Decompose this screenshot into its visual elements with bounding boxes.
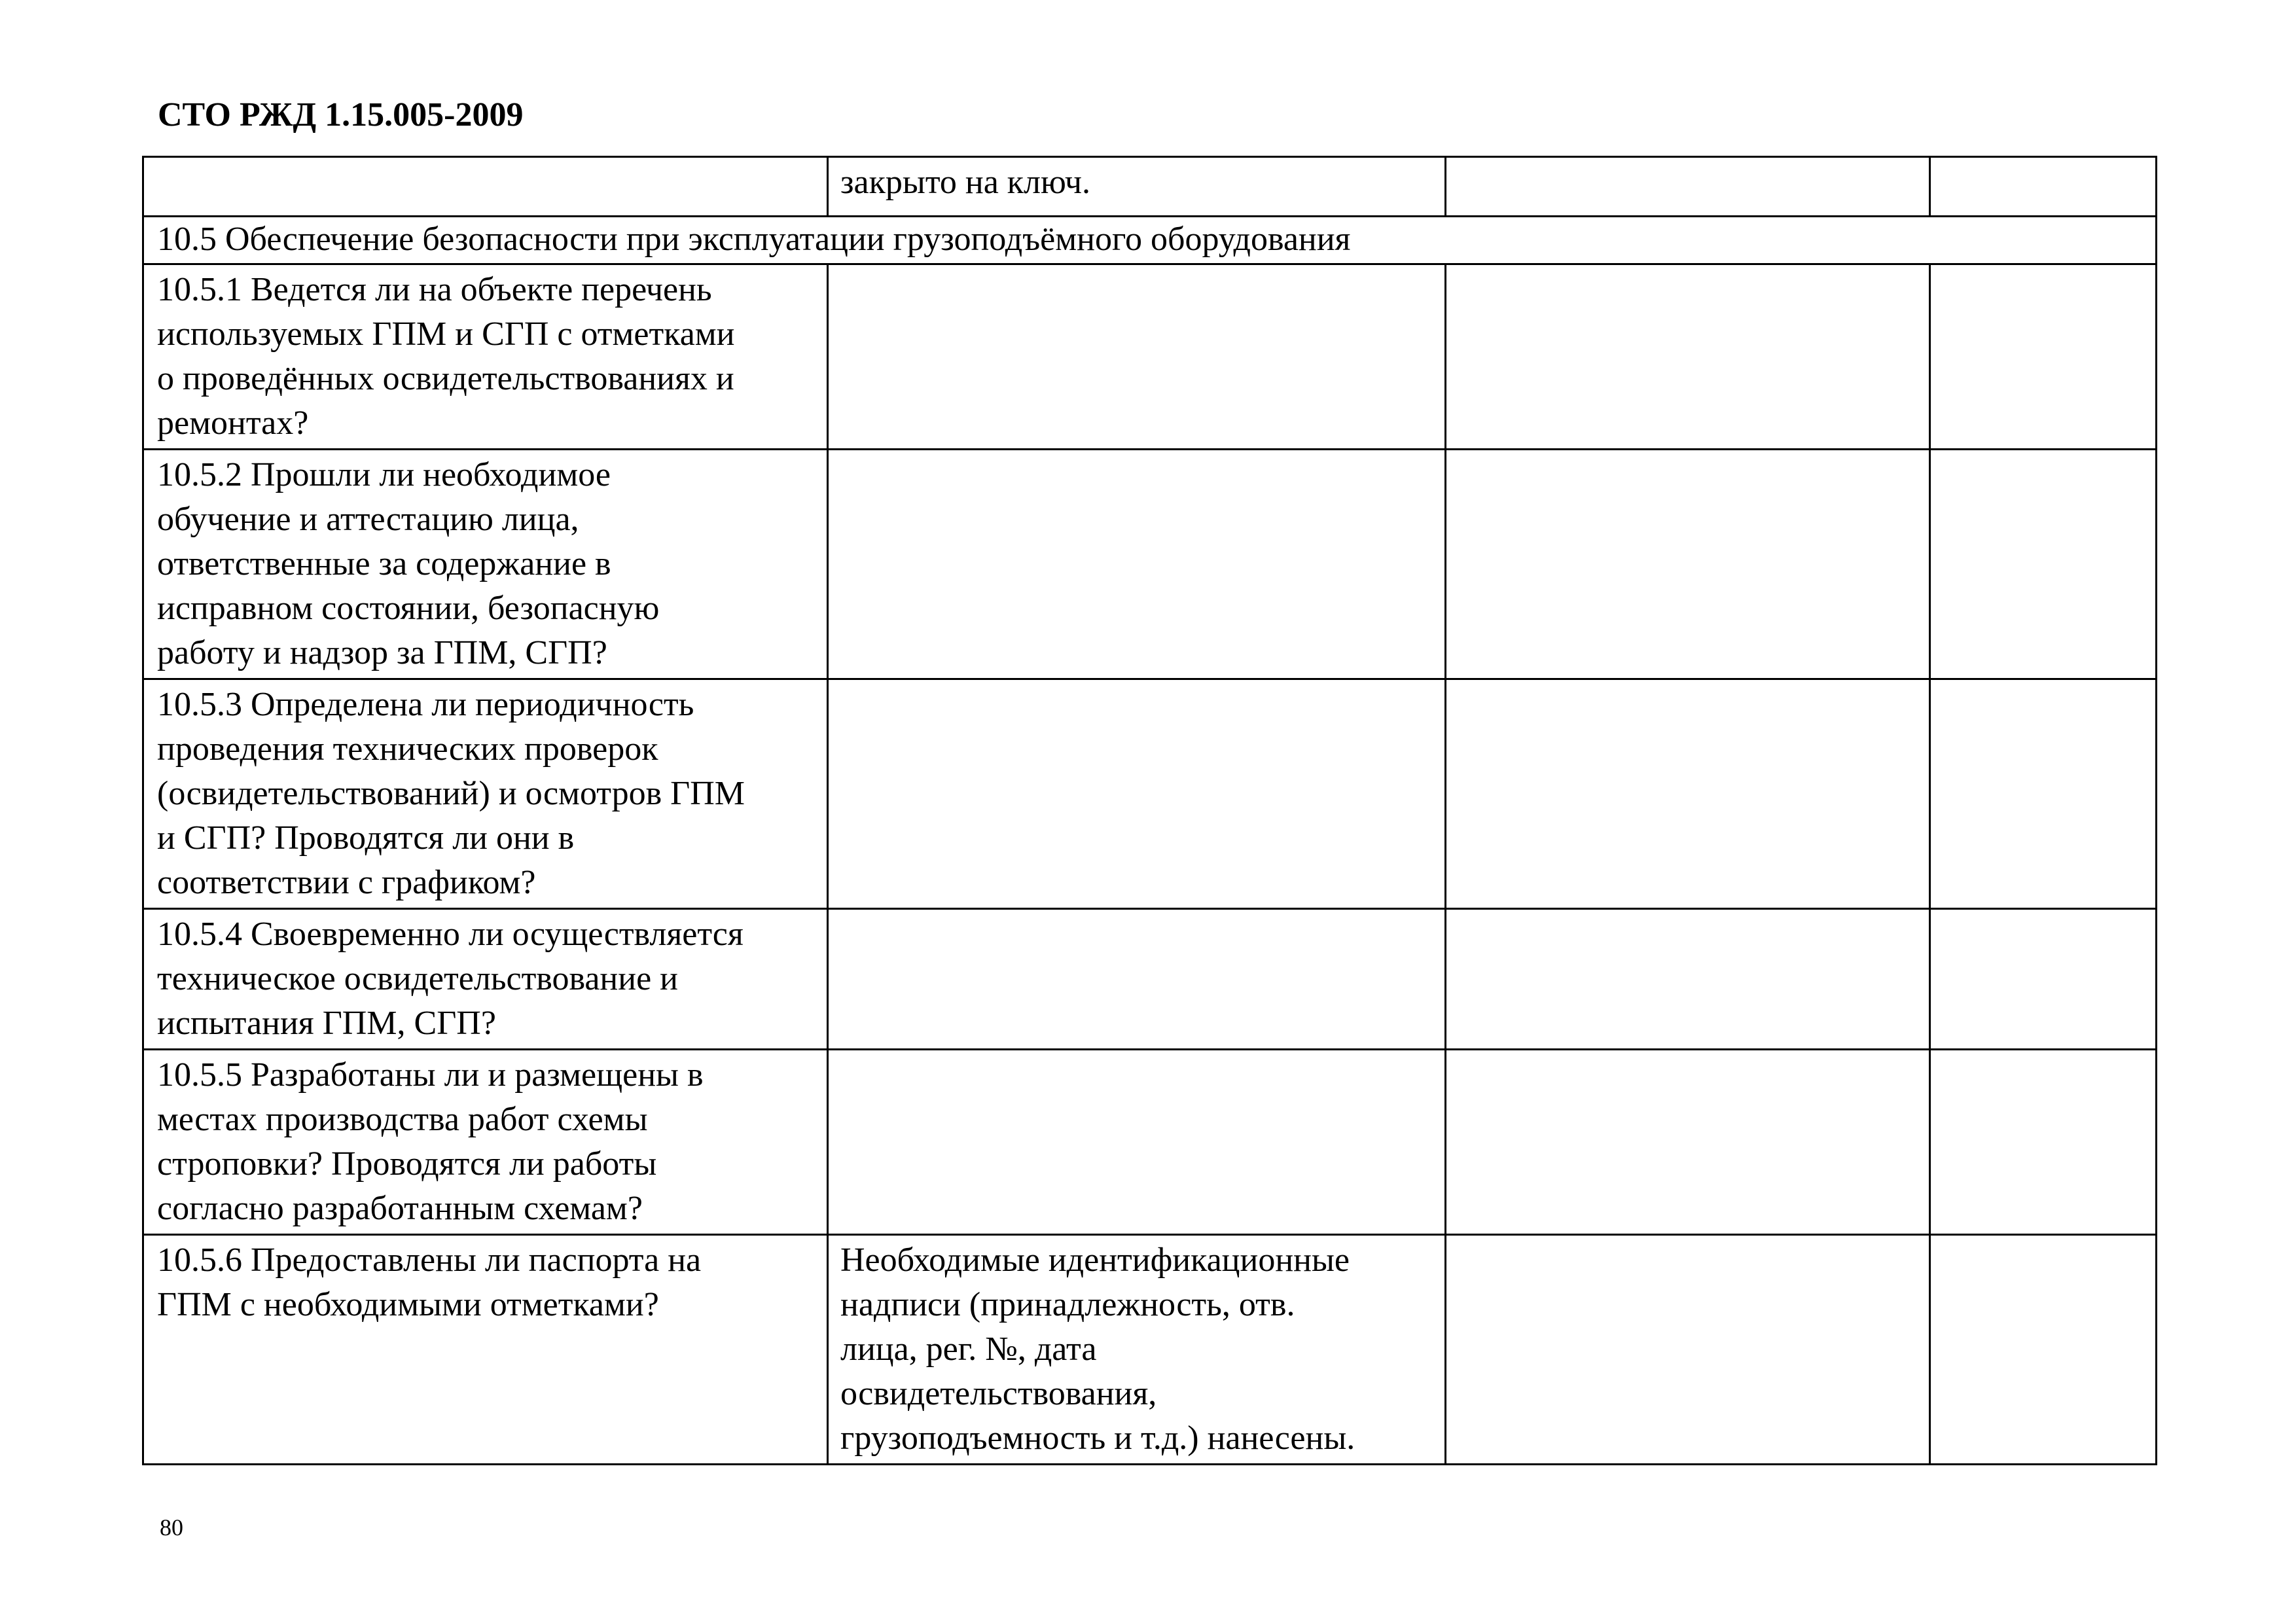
note-cell <box>828 909 1446 1050</box>
result-cell <box>1446 450 1930 679</box>
note-cell <box>828 1050 1446 1235</box>
table-row <box>143 679 2157 909</box>
table-row <box>143 1050 2157 1235</box>
checklist-table <box>142 156 2157 1465</box>
question-cell <box>143 157 828 217</box>
table-row <box>143 157 2157 217</box>
question-cell: 10.5.4 Своевременно ли осуществляется техническое освидетельствование и испытания ГПМ, СГП? <box>143 909 828 1050</box>
section-row <box>143 217 2157 264</box>
question-cell: 10.5.1 Ведется ли на объекте перечень используемых ГПМ и СГП с отметками о проведённых освидетельствованиях и ремонтах? <box>143 264 828 450</box>
note-cell: Необходимые идентификационные надписи (принадлежность, отв. лица, рег. №, дата освидетельствования, грузоподъемность и т.д.) нанесены. <box>828 1235 1446 1465</box>
note-cell <box>828 264 1446 450</box>
section-title-cell: 10.5 Обеспечение безопасности при эксплуатации грузоподъёмного оборудования <box>143 217 2157 264</box>
mark-cell <box>1930 1235 2157 1465</box>
table-row <box>143 909 2157 1050</box>
mark-cell <box>1930 909 2157 1050</box>
question-cell: 10.5.5 Разработаны ли и размещены в местах производства работ схемы строповки? Проводятся ли работы согласно разработанным схемам? <box>143 1050 828 1235</box>
result-cell <box>1446 264 1930 450</box>
doc-header: СТО РЖД 1.15.005-2009 <box>158 96 524 134</box>
mark-cell <box>1930 679 2157 909</box>
mark-cell <box>1930 450 2157 679</box>
note-cell: закрыто на ключ. <box>828 157 1446 217</box>
mark-cell <box>1930 157 2157 217</box>
result-cell <box>1446 909 1930 1050</box>
page-number: 80 <box>160 1514 183 1541</box>
note-cell <box>828 450 1446 679</box>
result-cell <box>1446 1235 1930 1465</box>
question-cell: 10.5.3 Определена ли периодичность проведения технических проверок (освидетельствований) и осмотров ГПМ и СГП? Проводятся ли они в соответствии с графиком? <box>143 679 828 909</box>
result-cell <box>1446 157 1930 217</box>
mark-cell <box>1930 1050 2157 1235</box>
result-cell <box>1446 1050 1930 1235</box>
note-cell <box>828 679 1446 909</box>
question-cell: 10.5.6 Предоставлены ли паспорта на ГПМ с необходимыми отметками? <box>143 1235 828 1465</box>
table-row <box>143 264 2157 450</box>
result-cell <box>1446 679 1930 909</box>
table-row <box>143 1235 2157 1465</box>
question-cell: 10.5.2 Прошли ли необходимое обучение и аттестацию лица, ответственные за содержание в исправном состоянии, безопасную работу и надзор за ГПМ, СГП? <box>143 450 828 679</box>
table-row <box>143 450 2157 679</box>
mark-cell <box>1930 264 2157 450</box>
